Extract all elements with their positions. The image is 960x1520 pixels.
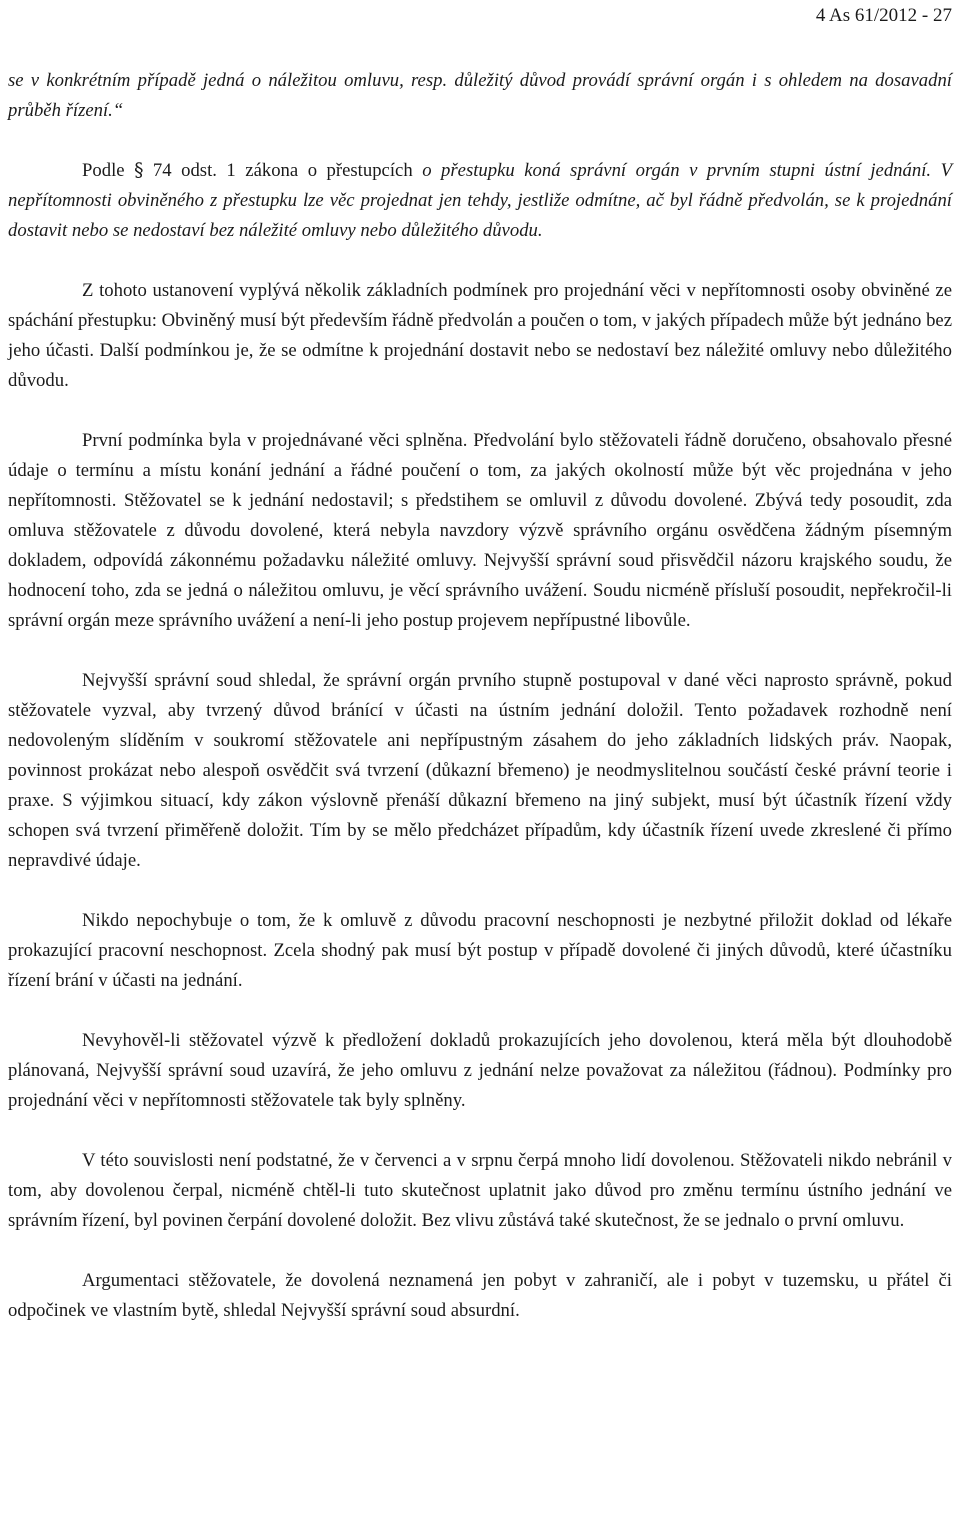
paragraph-conditions: Z tohoto ustanovení vyplývá několik základních podmínek pro projednání věci v nepřítomnosti osoby obviněné ze spáchání přestupku: Obviněný musí být především řádně předvolán a poučen o tom, v jakých případech může být jednáno bez jeho účasti. Další podmínkou je, že se odmítne k projednání dostavit nebo se nedostaví bez náležité omluvy nebo důležitého důvodu. [8, 280, 952, 391]
paragraph-first-condition: První podmínka byla v projednávané věci splněna. Předvolání bylo stěžovateli řádně doručeno, obsahovalo přesné údaje o termínu a místu konání jednání a řádné poučení o tom, za jakých okolností může být věc projednána v jeho nepřítomnosti. Stěžovatel se k jednání nedostavil; s předstihem se omluvil z důvodu dovolené. Zbývá tedy posoudit, zda omluva stěžovatele z důvodu dovolené, která nebyla navzdory výzvě správního orgánu osvědčena žádným písemným dokladem, odpovídá zákonnému požadavku náležité omluvy. Nejvyšší správní soud přisvědčil názoru krajského soudu, že hodnocení toho, zda se jedná o náležitou omluvu, je věcí správního uvážení. Soudu nicméně přísluší posoudit, nepřekročil-li správní orgán meze správního uvážení a není-li jeho postup projevem nepřípustné libovůle. [8, 430, 952, 631]
paragraph-summer-holiday: V této souvislosti není podstatné, že v červenci a v srpnu čerpá mnoho lidí dovolenou. Stěžovateli nikdo nebránil v tom, aby dovolenou čerpal, nicméně chtěl-li tuto skutečnost uplatnit jako důvod pro změnu termínu ústního jednání ve správním řízení, byl povinen čerpání dovolené doložit. Bez vlivu zůstává také skutečnost, že se jednalo o první omluvu. [8, 1150, 952, 1231]
document-body [8, 66, 952, 1356]
section-sign-icon: § [134, 160, 144, 181]
law-paragraph [8, 156, 952, 246]
law-plain-text: 74 odst. 1 zákona o přestupcích [143, 160, 423, 181]
paragraph-sick-leave: Nikdo nepochybuje o tom, že k omluvě z důvodu pracovní neschopnosti je nezbytné přiložit doklad od lékaře prokazující pracovní neschopnost. Zcela shodný pak musí být postup v případě dovolené či jiných důvodů, které účastníku řízení brání v účasti na jednání. [8, 910, 952, 991]
law-quoted-text: o přestupku koná správní orgán v prvním stupni ústní jednání. V nepřítomnosti obviněného z přestupku lze věc projednat jen tehdy, jestliže odmítne, ač byl řádně předvolán, se k projednání dostavit nebo se nedostaví bez náležité omluvy nebo důležitého důvodu. [8, 160, 952, 241]
paragraph-court-finding: Nejvyšší správní soud shledal, že správní orgán prvního stupně postupoval v dané věci naprosto správně, pokud stěžovatele vyzval, aby tvrzený důvod bránící v účasti na ústním jednání doložil. Tento požadavek rozhodně není nedovoleným slíděním v soukromí stěžovatele ani nepřípustným zásahem do jeho základních lidských práv. Naopak, povinnost prokázat nebo alespoň osvědčit svá tvrzení (důkazní břemeno) je neodmyslitelnou součástí české právní teorie i praxe. S výjimkou situací, kdy zákon výslovně přenáší důkazní břemeno na jiný subjekt, musí být účastník řízení vždy schopen svá tvrzení přiměřeně doložit. Tím by se mělo předcházet případům, kdy účastník řízení uvede zkreslené či přímo nepravdivé údaje. [8, 670, 952, 871]
quote-paragraph: se v konkrétním případě jedná o náležitou omluvu, resp. důležitý důvod provádí správní orgán i s ohledem na dosavadní průběh řízení.“ [8, 70, 952, 121]
law-prefix: Podle [82, 160, 135, 181]
paragraph-argumentation: Argumentaci stěžovatele, že dovolená neznamená jen pobyt v zahraničí, ale i pobyt v tuzemsku, u přátel či odpočinek ve vlastním bytě, shledal Nejvyšší správní soud absurdní. [8, 1270, 952, 1321]
paragraph-conclusion: Nevyhověl-li stěžovatel výzvě k předložení dokladů prokazujících jeho dovolenou, která měla být dlouhodobě plánovaná, Nejvyšší správní soud uzavírá, že jeho omluvu z jednání nelze považovat za náležitou (řádnou). Podmínky pro projednání věci v nepřítomnosti stěžovatele tak byly splněny. [8, 1030, 952, 1111]
page-header-label: 4 As 61/2012 - 27 [815, 5, 952, 26]
